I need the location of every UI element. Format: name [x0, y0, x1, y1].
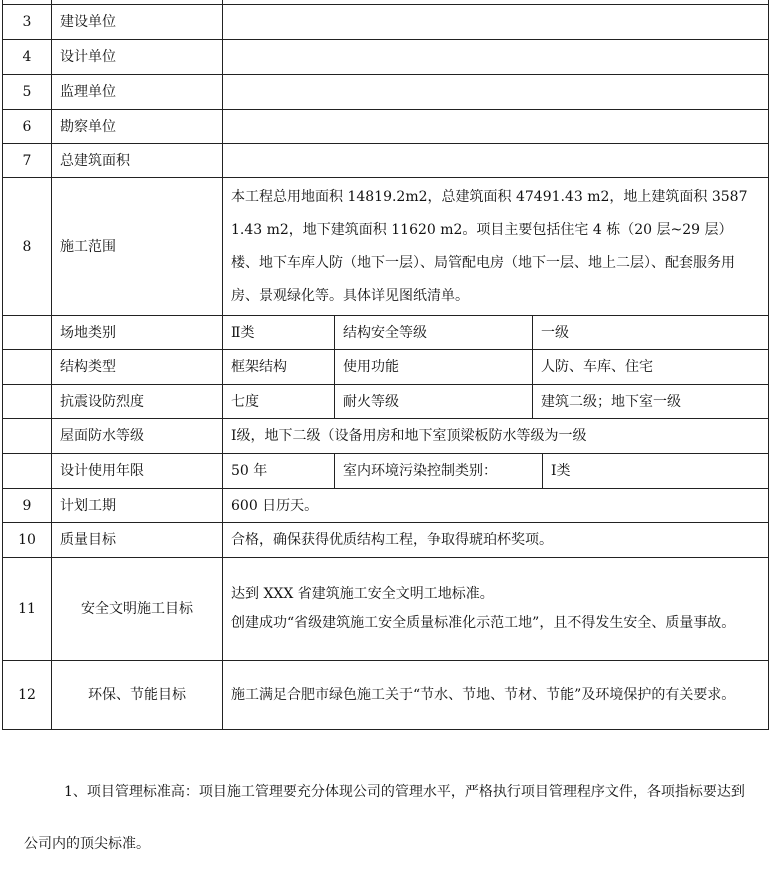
table-row: [3, 523, 769, 558]
table-row: [3, 5, 769, 40]
row-value: [223, 40, 769, 75]
table-row: [3, 385, 769, 419]
row-number: 9: [3, 489, 52, 523]
row-value: [223, 75, 769, 110]
row-label: 勘察单位: [52, 110, 223, 144]
body-paragraph: 1、项目管理标准高：项目施工管理要充分体现公司的管理水平，严格执行项目管理程序文件，各项指标要达到公司内的顶尖标准。: [24, 784, 745, 852]
row-label: 监理单位: [52, 75, 223, 110]
row-number: 4: [3, 40, 52, 75]
row-label: 设计使用年限: [52, 454, 223, 489]
safety-goal-cell: [223, 558, 769, 661]
row-label: 计划工期: [52, 489, 223, 523]
row-label: 设计单位: [52, 40, 223, 75]
row-value: [223, 110, 769, 144]
row-number: 3: [3, 5, 52, 40]
row-label: 环保、节能目标: [52, 661, 223, 730]
table-row: [3, 350, 769, 385]
row-label: 屋面防水等级: [52, 419, 223, 454]
row-value: Ⅱ类: [223, 316, 335, 350]
table-row: [3, 40, 769, 75]
table-row: [3, 178, 769, 316]
table-row: [3, 489, 769, 523]
row-value: Ⅰ级，地下二级（设备用房和地下室顶梁板防水等级为一级: [223, 419, 769, 454]
row-number: 7: [3, 144, 52, 178]
row-value: 框架结构: [223, 350, 335, 385]
row-label: 质量目标: [52, 523, 223, 558]
row-value: 合格，确保获得优质结构工程，争取得琥珀杯奖项。: [223, 523, 769, 558]
row-label: 总建筑面积: [52, 144, 223, 178]
table-row: [3, 144, 769, 178]
row-label: 安全文明施工目标: [52, 558, 223, 661]
row-value-secondary: Ⅰ类: [543, 454, 769, 489]
construction-scope-text: 本工程总用地面积 14819.2m2，总建筑面积 47491.43 m2，地上建筑面积 35871.43 m2，地下建筑面积 11620 m2。项目主要包括住宅 4 栋（20 层~29 层）楼、地下车库人防（地下一层）、局管配电房（地下一层、地上二层）、配套服务用房、景观绿化等。具体详见图纸清单。: [223, 178, 769, 316]
row-number: 10: [3, 523, 52, 558]
table-row: [3, 558, 769, 661]
row-value: [223, 144, 769, 178]
row-label-secondary: 使用功能: [335, 350, 533, 385]
row-label: 抗震设防烈度: [52, 385, 223, 419]
safety-goal-line-2: 创建成功“省级建筑施工安全质量标准化示范工地”，且不得发生安全、质量事故。: [231, 615, 736, 631]
row-number: 12: [3, 661, 52, 730]
row-label: 结构类型: [52, 350, 223, 385]
row-number: 8: [3, 178, 52, 316]
row-number: [3, 316, 52, 350]
row-number: [3, 454, 52, 489]
row-value: [223, 5, 769, 40]
table-row: [3, 419, 769, 454]
row-value: 600 日历天。: [223, 489, 769, 523]
row-number: 11: [3, 558, 52, 661]
safety-goal-line-1: 达到 XXX 省建筑施工安全文明工地标准。: [231, 586, 494, 602]
row-number: [3, 385, 52, 419]
row-label-secondary: 结构安全等级: [335, 316, 533, 350]
row-number: 6: [3, 110, 52, 144]
row-number: [3, 419, 52, 454]
row-value-secondary: 建筑二级；地下室一级: [533, 385, 769, 419]
table-row: [3, 661, 769, 730]
row-value-secondary: 一级: [533, 316, 769, 350]
row-number: [3, 350, 52, 385]
row-value: 50 年: [223, 454, 335, 489]
row-label: 施工范围: [52, 178, 223, 316]
table-row: [3, 454, 769, 489]
row-number: 5: [3, 75, 52, 110]
row-label-secondary: 耐火等级: [335, 385, 533, 419]
row-value-secondary: 人防、车库、住宅: [533, 350, 769, 385]
row-value: 七度: [223, 385, 335, 419]
env-goal-text: 施工满足合肥市绿色施工关于“节水、节地、节材、节能”及环境保护的有关要求。: [223, 661, 769, 730]
table-row: [3, 110, 769, 144]
row-label-secondary: 室内环境污染控制类别：: [335, 454, 543, 489]
row-label: 场地类别: [52, 316, 223, 350]
row-label: 建设单位: [52, 5, 223, 40]
project-info-table: [2, 0, 769, 730]
table-row: [3, 316, 769, 350]
table-row: [3, 75, 769, 110]
